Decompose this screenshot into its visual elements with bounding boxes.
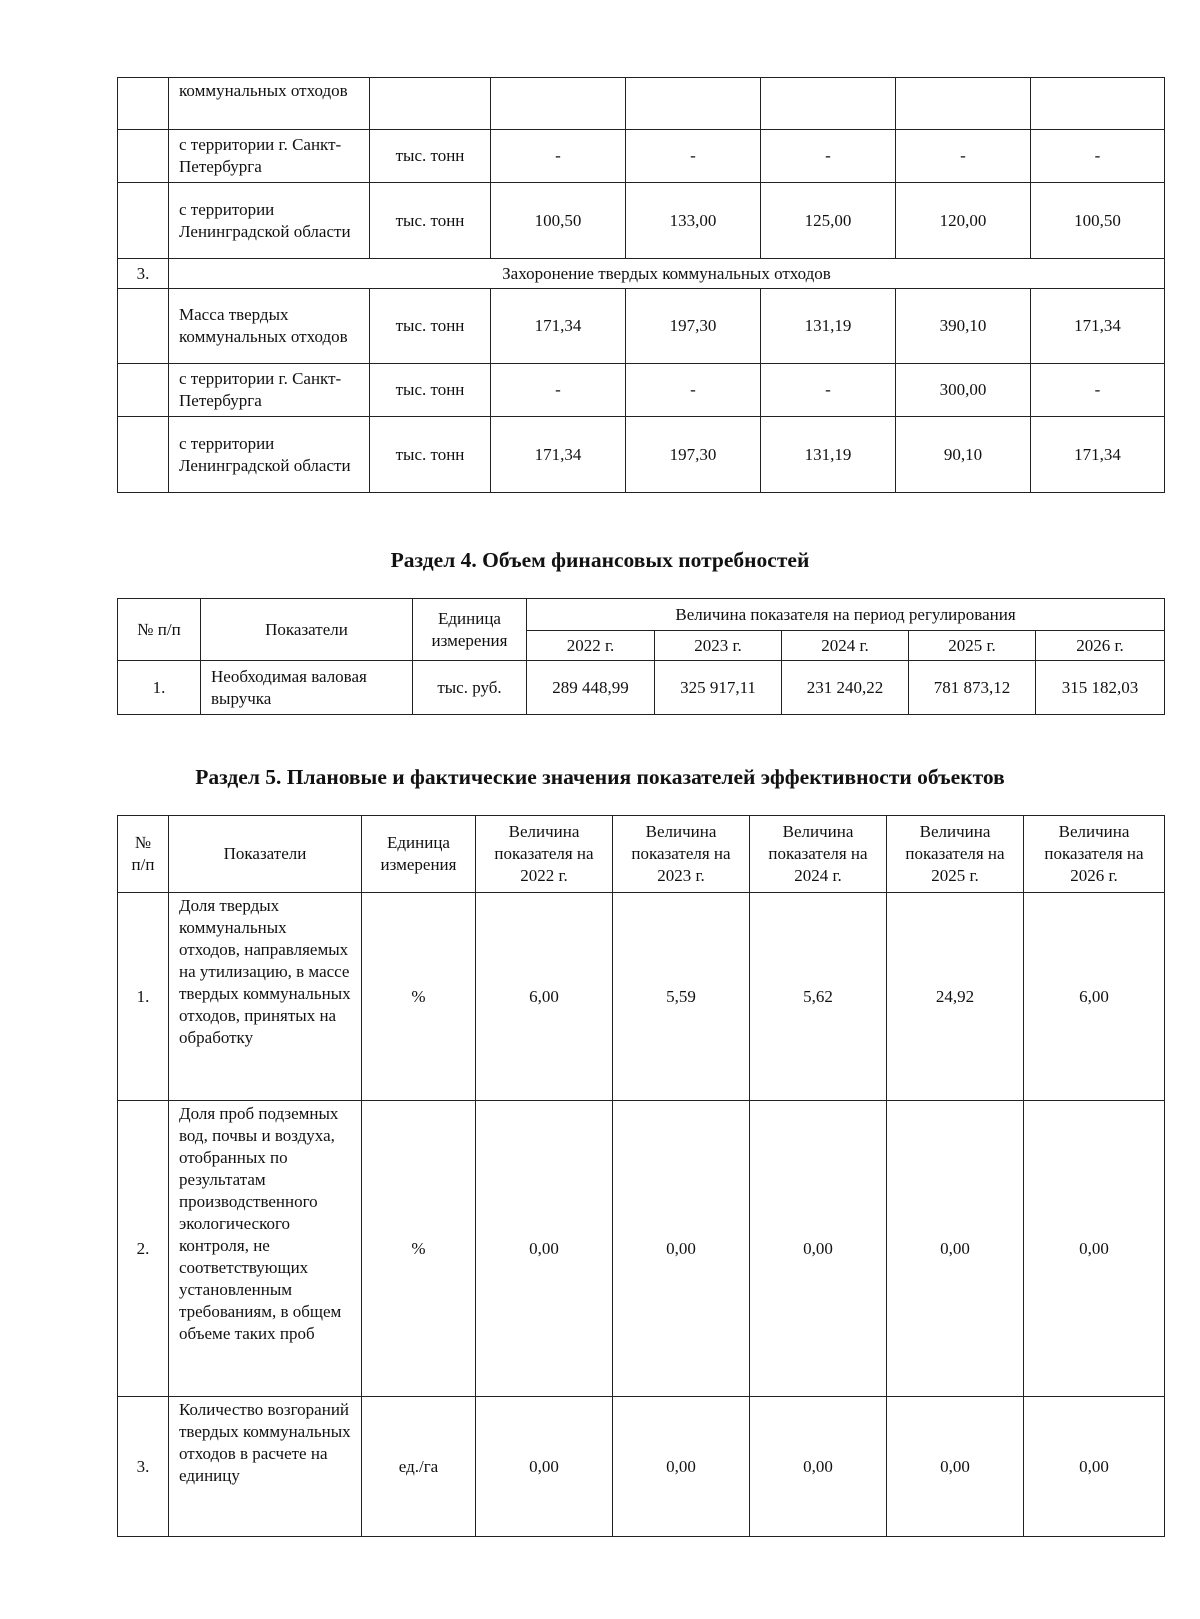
row-number [118,130,169,183]
row-label: с территории г. Санкт-Петербурга [169,364,370,417]
value-cell: 0,00 [887,1101,1024,1397]
row-label: Необходимая валовая выручка [201,661,413,715]
row-label: с территории Ленинградской области [169,183,370,259]
value-cell [491,78,626,130]
value-cell: 315 182,03 [1036,661,1165,715]
table-row [118,78,1165,130]
value-cell: 0,00 [613,1101,750,1397]
value-cell: 0,00 [476,1397,613,1537]
value-cell: - [1031,130,1165,183]
row-label: Масса твердых коммунальных отходов [169,289,370,364]
value-cell: 781 873,12 [909,661,1036,715]
header-year: Величина показателя на 2026 г. [1024,816,1165,893]
header-unit: Единица измерения [362,816,476,893]
value-cell: 0,00 [1024,1397,1165,1537]
value-cell: 133,00 [626,183,761,259]
value-cell: - [761,130,896,183]
value-cell: 131,19 [761,417,896,493]
row-unit: тыс. тонн [370,364,491,417]
row-number: 3. [118,1397,169,1537]
header-year: Величина показателя на 2023 г. [613,816,750,893]
row-unit: тыс. тонн [370,183,491,259]
value-cell: 300,00 [896,364,1031,417]
value-cell: - [626,364,761,417]
value-cell: 0,00 [476,1101,613,1397]
section-4-title: Раздел 4. Объем финансовых потребностей [390,548,810,572]
row-unit: % [362,1101,476,1397]
value-cell: 171,34 [491,289,626,364]
row-unit: тыс. тонн [370,417,491,493]
value-cell: - [761,364,896,417]
header-unit: Единица измерения [413,599,527,661]
row-unit: тыс. тонн [370,289,491,364]
header-year: 2025 г. [909,631,1036,661]
table-continuation [117,77,1165,493]
row-unit: тыс. тонн [370,130,491,183]
value-cell: 390,10 [896,289,1031,364]
table-row [118,417,1165,493]
header-year: Величина показателя на 2024 г. [750,816,887,893]
row-label: Доля твердых коммунальных отходов, направляемых на утилизацию, в массе твердых коммунальных отходов, принятых на обработку [169,893,362,1101]
header-year: Величина показателя на 2022 г. [476,816,613,893]
row-label: с территории г. Санкт-Петербурга [169,130,370,183]
value-cell: 6,00 [476,893,613,1101]
value-cell: - [626,130,761,183]
row-number [118,364,169,417]
header-indicator: Показатели [201,599,413,661]
section-4-table [117,598,1165,715]
value-cell: 125,00 [761,183,896,259]
row-unit [370,78,491,130]
row-label: с территории Ленинградской области [169,417,370,493]
row-number [118,78,169,130]
header-year: 2023 г. [655,631,782,661]
row-number: 2. [118,1101,169,1397]
value-cell: - [491,130,626,183]
header-row [118,816,1165,893]
value-cell: 5,62 [750,893,887,1101]
table-row [118,364,1165,417]
value-cell: 5,59 [613,893,750,1101]
header-num: № п/п [118,599,201,661]
table-row [118,893,1165,1101]
value-cell: 171,34 [491,417,626,493]
section-heading: Захоронение твердых коммунальных отходов [169,259,1165,289]
value-cell: 231 240,22 [782,661,909,715]
row-number: 3. [118,259,169,289]
value-cell: 90,10 [896,417,1031,493]
table-row [118,1397,1165,1537]
value-cell [761,78,896,130]
row-number [118,183,169,259]
value-cell: 289 448,99 [527,661,655,715]
value-cell: 0,00 [750,1397,887,1537]
header-indicator: Показатели [169,816,362,893]
value-cell: 197,30 [626,417,761,493]
row-unit: тыс. руб. [413,661,527,715]
header-year: Величина показателя на 2025 г. [887,816,1024,893]
row-label: коммунальных отходов [169,78,370,130]
table-row [118,183,1165,259]
value-cell: 6,00 [1024,893,1165,1101]
header-year: 2024 г. [782,631,909,661]
row-number: 1. [118,661,201,715]
value-cell: 171,34 [1031,289,1165,364]
value-cell: 0,00 [613,1397,750,1537]
value-cell [896,78,1031,130]
value-cell: 100,50 [491,183,626,259]
value-cell [1031,78,1165,130]
row-label: Количество возгораний твердых коммунальных отходов в расчете на единицу [169,1397,362,1537]
row-number [118,417,169,493]
value-cell: 0,00 [887,1397,1024,1537]
header-row [118,599,1165,631]
value-cell: 0,00 [1024,1101,1165,1397]
value-cell: - [896,130,1031,183]
row-unit: ед./га [362,1397,476,1537]
value-cell: 24,92 [887,893,1024,1101]
header-period: Величина показателя на период регулирования [527,599,1165,631]
value-cell [626,78,761,130]
header-num: № п/п [118,816,169,893]
table-row [118,661,1165,715]
row-number: 1. [118,893,169,1101]
section-row [118,259,1165,289]
value-cell: 197,30 [626,289,761,364]
value-cell: - [491,364,626,417]
row-label: Доля проб подземных вод, почвы и воздуха, отобранных по результатам производственного экологического контроля, не соответствующих установленным требованиям, в общем объеме таких проб [169,1101,362,1397]
value-cell: 100,50 [1031,183,1165,259]
table-row [118,130,1165,183]
section-5-title: Раздел 5. Плановые и фактические значения показателей эффективности объектов [195,765,1005,789]
section-5-table [117,815,1165,1537]
value-cell: 325 917,11 [655,661,782,715]
table-row [118,289,1165,364]
value-cell: 131,19 [761,289,896,364]
value-cell: 120,00 [896,183,1031,259]
value-cell: 0,00 [750,1101,887,1397]
value-cell: - [1031,364,1165,417]
row-unit: % [362,893,476,1101]
value-cell: 171,34 [1031,417,1165,493]
table-row [118,1101,1165,1397]
header-year: 2026 г. [1036,631,1165,661]
header-year: 2022 г. [527,631,655,661]
row-number [118,289,169,364]
